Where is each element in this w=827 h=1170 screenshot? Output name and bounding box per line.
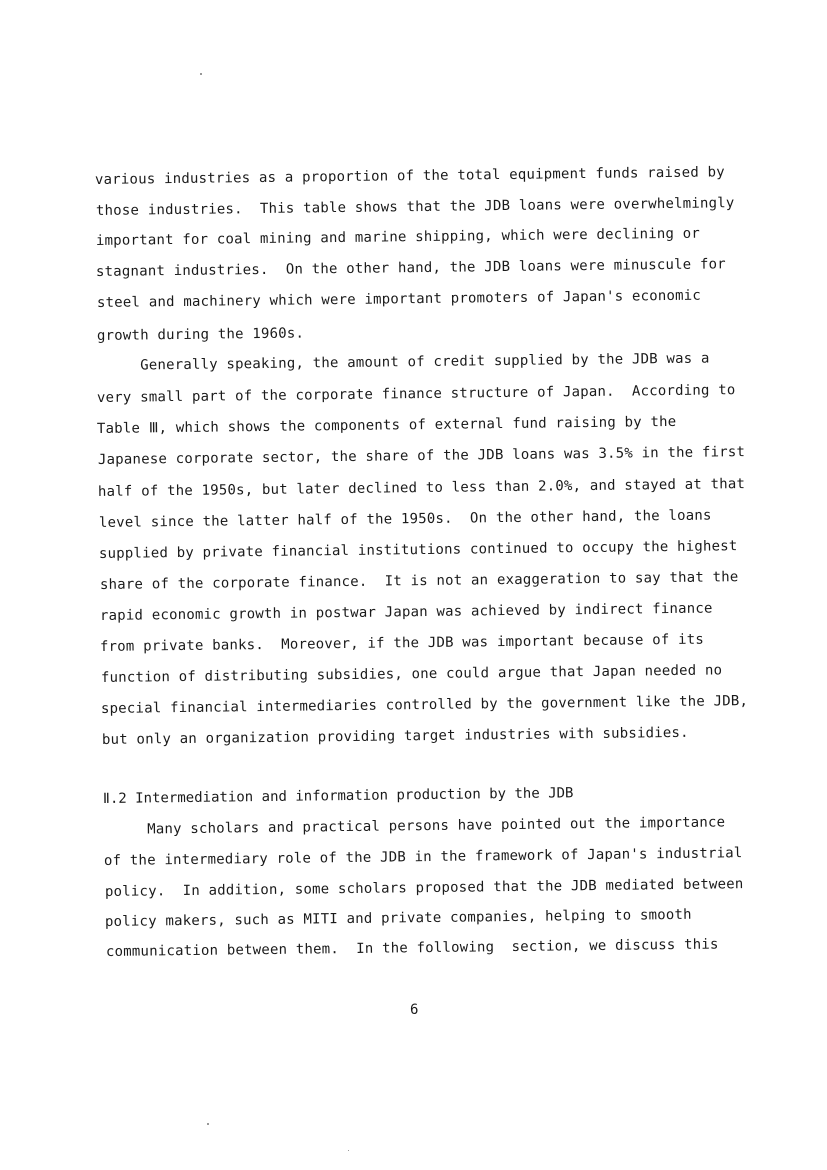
paragraph-2-line: special financial intermediaries controlled by the government like the JDB, [100,693,749,717]
paragraph-2-line: Table Ⅲ, which shows the components of external fund raising by the [96,413,677,437]
paragraph-1-line: stagnant industries. On the other hand, the JDB loans were minuscule for [95,256,726,280]
paragraph-1-line: steel and machinery which were important promoters of Japan's economic [96,287,702,311]
paragraph-2-line: share of the corporate finance. It is not an exaggeration to say that the [99,569,739,593]
paragraph-3-line: communication between them. In the following section, we discuss this [105,936,719,960]
paragraph-1-line: growth during the 1960s. [96,325,305,344]
paragraph-2-line: from private banks. Moreover, if the JDB was important because of its [99,631,705,655]
paragraph-1-line: those industries. This table shows that the JDB loans were overwhelmingly [95,195,735,219]
paragraph-2-line: rapid economic growth in postwar Japan was achieved by indirect finance [99,600,713,624]
paragraph-2-line: function of distributing subsidies, one could argue that Japan needed no [100,662,723,686]
paragraph-2-line: Japanese corporate sector, the share of the JDB loans was 3.5% in the first [97,444,746,468]
paragraph-2-line: Generally speaking, the amount of credit supplied by the JDB was a [96,350,710,374]
scan-speck [207,1123,209,1125]
paragraph-2-line: level since the latter half of the 1950s. On the other hand, the loans [98,507,712,531]
scan-speck [200,73,202,75]
paragraph-2-line: supplied by private financial institutions continued to occupy the highest [98,538,738,562]
paragraph-3-line: of the intermediary role of the JDB in the framework of Japan's industrial [103,845,743,869]
paragraph-1-line: important for coal mining and marine shipping, which were declining or [95,225,701,249]
section-heading: Ⅱ.2 Intermediation and information production by the JDB [102,785,574,807]
paragraph-2-line: half of the 1950s, but later declined to less than 2.0%, and stayed at that [97,476,746,500]
scan-speck [348,1150,349,1151]
paragraph-1-line: various industries as a proportion of the total equipment funds raised by [94,164,725,188]
paragraph-3-line: Many scholars and practical persons have pointed out the importance [103,814,726,838]
paragraph-2-line: but only an organization providing target industries with subsidies. [101,724,689,748]
paragraph-3-line: policy. In addition, some scholars proposed that the JDB mediated between [104,876,744,900]
paragraph-2-line: very small part of the corporate finance structure of Japan. According to [96,382,736,406]
paragraph-3-line: policy makers, such as MITI and private companies, helping to smooth [104,906,692,930]
page-number: 6 [410,1002,419,1018]
